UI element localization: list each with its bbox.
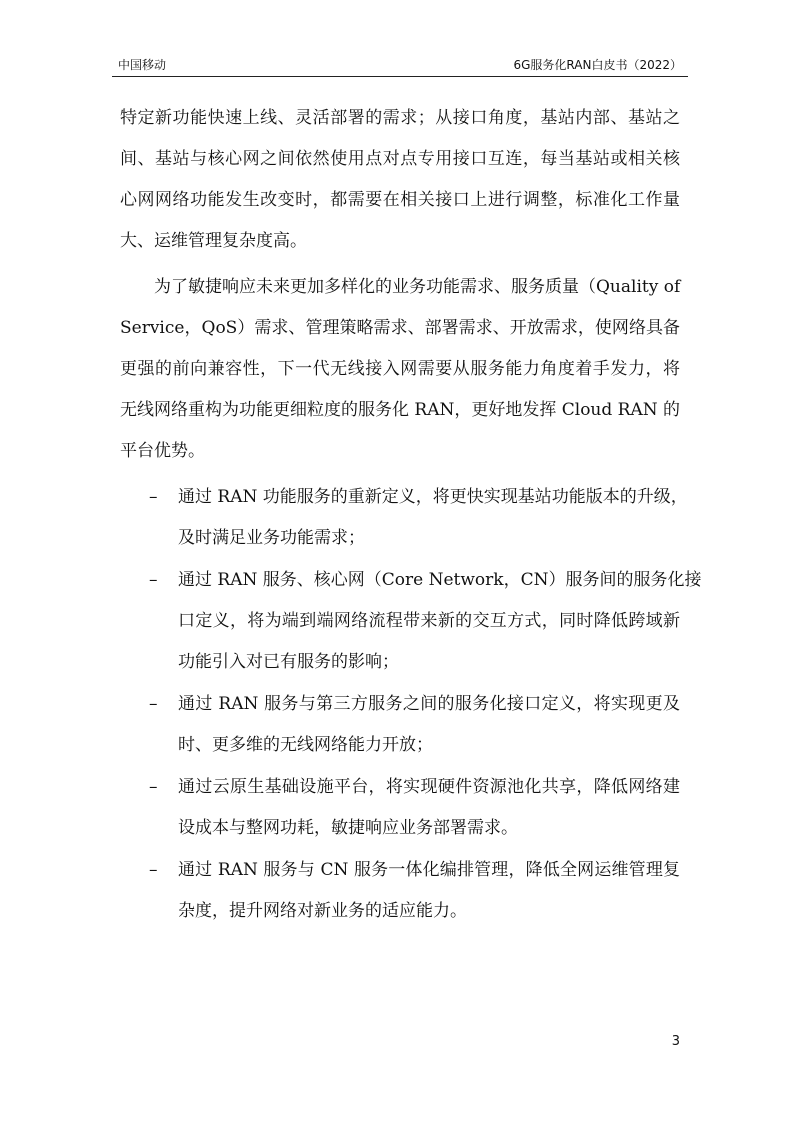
bullet-dash: – <box>149 860 158 880</box>
bullet-dash: – <box>149 694 158 714</box>
bullet-dash: – <box>149 777 158 797</box>
paragraph-2-line: Service，QoS）需求、管理策略需求、部署需求、开放需求，使网络具备 <box>120 318 680 338</box>
bullet-4-line: 设成本与整网功耗，敏捷响应业务部署需求。 <box>178 818 518 838</box>
bullet-2-line: 功能引入对已有服务的影响； <box>178 652 399 672</box>
page-header <box>112 52 688 77</box>
bullet-dash: – <box>149 487 158 507</box>
paragraph-1-line: 特定新功能快速上线、灵活部署的需求；从接口角度，基站内部、基站之 <box>120 108 680 128</box>
paragraph-2-line: 平台优势。 <box>120 441 205 461</box>
bullet-3-line: 时、更多维的无线网络能力开放； <box>178 735 433 755</box>
bullet-3-line: 通过 RAN 服务与第三方服务之间的服务化接口定义，将实现更及 <box>178 694 680 714</box>
bullet-2-line: 口定义，将为端到端网络流程带来新的交互方式，同时降低跨域新 <box>178 611 680 631</box>
header-organization: 中国移动 <box>118 58 167 72</box>
page-number: 3 <box>671 1034 680 1049</box>
paragraph-1-line: 间、基站与核心网之间依然使用点对点专用接口互连，每当基站或相关核 <box>120 149 680 169</box>
bullet-5-line: 杂度，提升网络对新业务的适应能力。 <box>178 901 467 921</box>
bullet-5-line: 通过 RAN 服务与 CN 服务一体化编排管理，降低全网运维管理复 <box>178 860 680 880</box>
bullet-dash: – <box>149 570 158 590</box>
paragraph-1-line: 心网网络功能发生改变时，都需要在相关接口上进行调整，标准化工作量 <box>120 190 680 210</box>
paragraph-2-line: 更强的前向兼容性，下一代无线接入网需要从服务能力角度着手发力，将 <box>120 359 680 379</box>
bullet-4-line: 通过云原生基础设施平台，将实现硬件资源池化共享，降低网络建 <box>178 777 680 797</box>
bullet-2-line: 通过 RAN 服务、核心网（Core Network，CN）服务间的服务化接 <box>178 570 702 590</box>
paragraph-2-line: 为了敏捷响应未来更加多样化的业务功能需求、服务质量（Quality of <box>154 277 681 297</box>
bullet-1-line: 及时满足业务功能需求； <box>178 528 365 548</box>
paragraph-1-line: 大、运维管理复杂度高。 <box>120 231 307 251</box>
header-document-title: 6G服务化RAN白皮书（2022） <box>513 58 682 72</box>
bullet-1-line: 通过 RAN 功能服务的重新定义，将更快实现基站功能版本的升级， <box>178 487 688 507</box>
paragraph-2-line: 无线网络重构为功能更细粒度的服务化 RAN，更好地发挥 Cloud RAN 的 <box>120 400 681 420</box>
